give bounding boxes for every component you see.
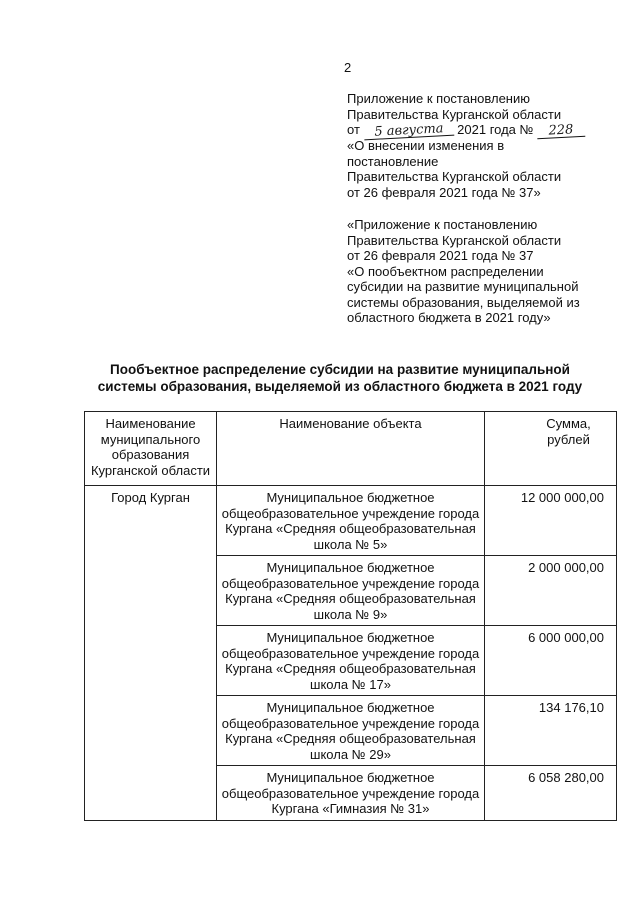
original-appendix-line: от 26 февраля 2021 года № 37 [347,248,534,263]
appendix-line: от 26 февраля 2021 года № 37» [347,184,541,200]
sum-cell: 134 176,10 [485,696,617,766]
sum-cell: 12 000 000,00 [485,486,617,556]
object-cell: Муниципальное бюджетное общеобразовательное учреждение города Кургана «Средняя общеобразовательная школа № 5» [217,486,485,556]
original-appendix-line: областного бюджета в 2021 году» [347,310,551,325]
subsidy-table [84,411,617,821]
appendix-date-line [347,122,622,138]
title-line: Пообъектное распределение субсидии на развитие муниципальной [110,362,570,377]
sum-cell: 6 000 000,00 [485,626,617,696]
document-title [70,361,610,395]
handwritten-date: 5 августа [363,123,454,141]
date-prefix: от [347,122,360,137]
original-appendix-line: субсидии на развитие муниципальной [347,279,579,294]
original-appendix-line: «О пообъектном распределении [347,263,544,279]
original-appendix-line: системы образования, выделяемой из [347,294,580,310]
appendix-line: Правительства Курганской области [347,106,562,122]
page-number: 2 [344,60,352,75]
appendix-header [347,91,622,326]
appendix-line: постановление [347,153,439,169]
object-cell: Муниципальное бюджетное общеобразовательное учреждение города Кургана «Гимназия № 31» [217,766,485,821]
original-appendix-line: «Приложение к постановлению [347,217,538,232]
header-object: Наименование объекта [217,412,485,486]
title-line: системы образования, выделяемой из областного бюджета в 2021 году [97,379,583,394]
municipality-cell: Город Курган [85,486,217,821]
appendix-line: Приложение к постановлению [347,91,530,106]
handwritten-number: 228 [537,124,586,139]
appendix-line: «О внесении изменения в [347,138,505,153]
object-cell: Муниципальное бюджетное общеобразовательное учреждение города Кургана «Средняя общеобразовательная школа № 17» [217,626,485,696]
original-appendix-line: Правительства Курганской области [347,232,562,248]
table-row [85,486,617,556]
date-middle: 2021 года № [457,122,534,137]
object-cell: Муниципальное бюджетное общеобразовательное учреждение города Кургана «Средняя общеобразовательная школа № 9» [217,556,485,626]
table-header-row [85,412,617,486]
header-municipality: Наименование муниципального образования Курганской области [85,412,217,486]
object-cell: Муниципальное бюджетное общеобразовательное учреждение города Кургана «Средняя общеобразовательная школа № 29» [217,696,485,766]
appendix-line: Правительства Курганской области [347,169,562,184]
header-sum: Сумма, рублей [485,412,617,486]
sum-cell: 2 000 000,00 [485,556,617,626]
sum-cell: 6 058 280,00 [485,766,617,821]
